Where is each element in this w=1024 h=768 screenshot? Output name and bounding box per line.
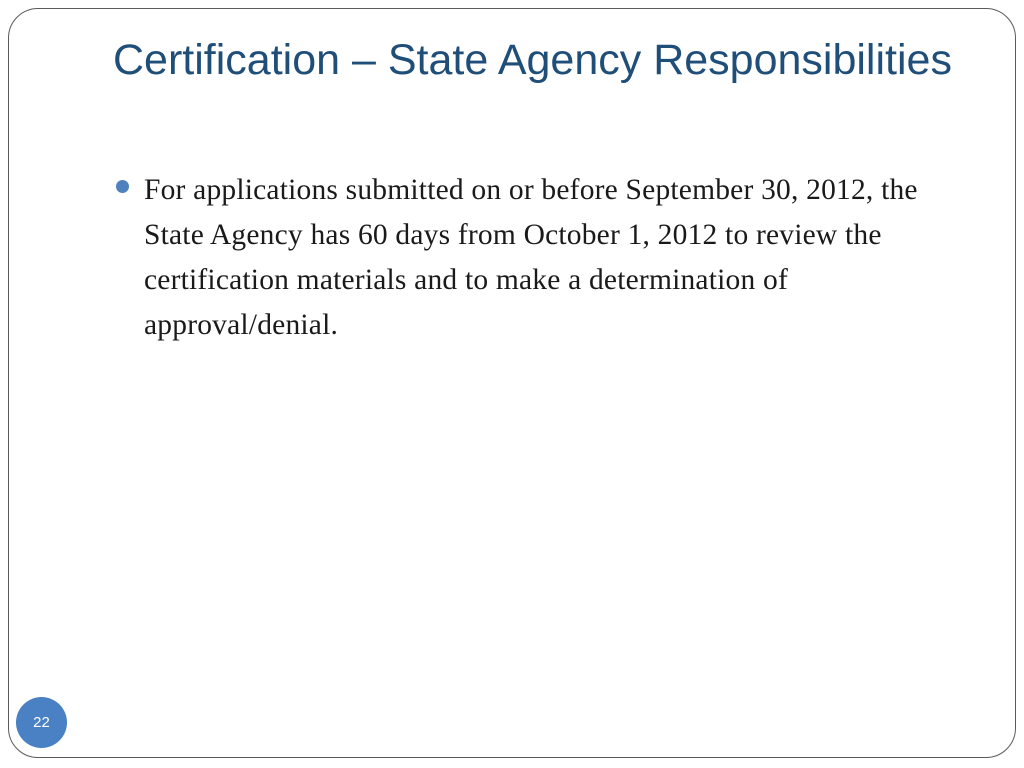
page-number: 22 bbox=[33, 714, 50, 731]
bullet-list bbox=[113, 168, 973, 348]
bullet-text: For applications submitted on or before September 30, 2012, the State Agency has 60 days from October 1, 2012 to review the certification materials and to make a determination of approval/denial. bbox=[144, 174, 918, 341]
list-item bbox=[113, 168, 973, 348]
slide-frame bbox=[8, 8, 1016, 758]
bullet-dot-icon bbox=[116, 180, 129, 193]
slide-title: Certification – State Agency Responsibilities bbox=[113, 36, 952, 84]
page-number-badge bbox=[16, 697, 67, 748]
